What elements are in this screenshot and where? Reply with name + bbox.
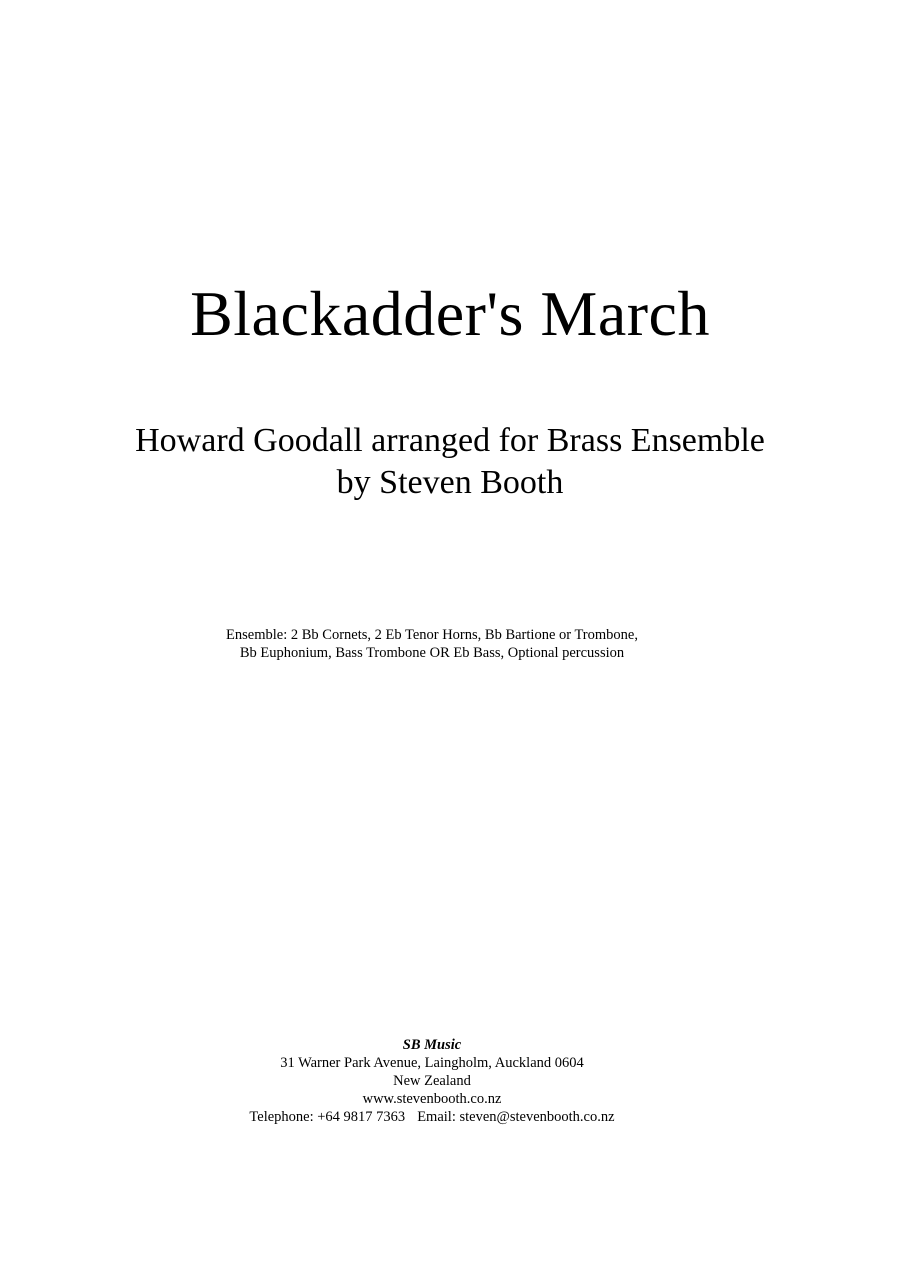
publisher-telephone: Telephone: +64 9817 7363 <box>249 1109 406 1125</box>
publisher-email: Email: steven@stevenbooth.co.nz <box>417 1109 615 1125</box>
ensemble-instrumentation <box>0 626 864 662</box>
publisher-name: SB Music <box>402 1037 462 1053</box>
piece-title: Blackadder's March <box>190 278 710 349</box>
publisher-website: www.stevenbooth.co.nz <box>362 1091 502 1107</box>
arrangement-credit-line-2: by Steven Booth <box>336 464 564 501</box>
publisher-block <box>0 1036 864 1126</box>
publisher-country: New Zealand <box>393 1073 471 1089</box>
publisher-contact <box>0 1108 864 1126</box>
ensemble-line-2: Bb Euphonium, Bass Trombone OR Eb Bass, Optional percussion <box>239 645 625 661</box>
arrangement-credit-line-1: Howard Goodall arranged for Brass Ensemble <box>135 422 765 459</box>
ensemble-line-1: Ensemble: 2 Bb Cornets, 2 Eb Tenor Horns, Bb Bartione or Trombone, <box>226 627 638 643</box>
publisher-address: 31 Warner Park Avenue, Laingholm, Auckland 0604 <box>280 1055 584 1071</box>
arrangement-credit <box>0 420 900 504</box>
